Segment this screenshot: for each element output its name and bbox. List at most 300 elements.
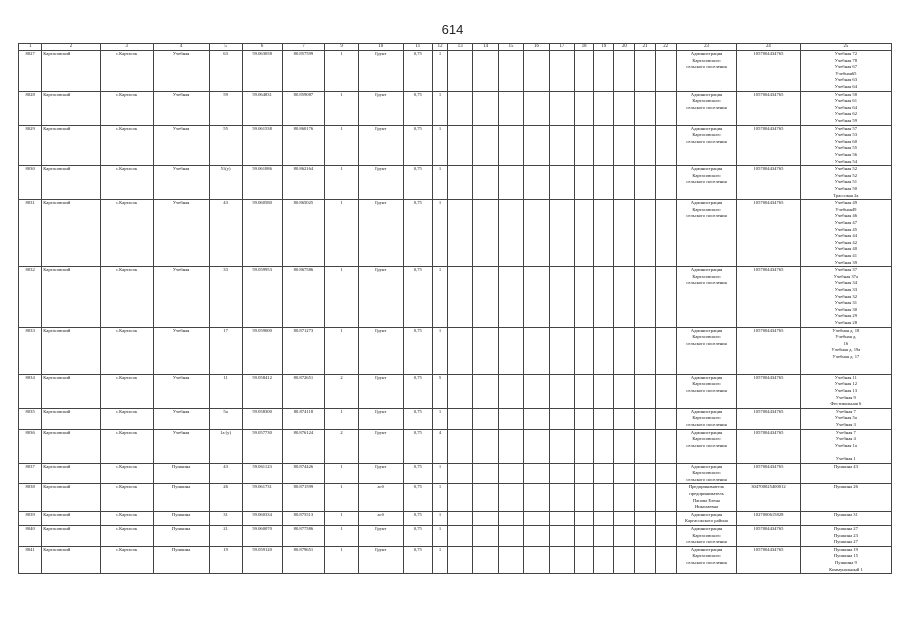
address-line: Пушкина 26 — [833, 484, 858, 490]
owner-line: предприниматель — [689, 490, 724, 496]
qty-cell: 1 — [433, 463, 448, 484]
address-line: Пушкина 23 — [833, 532, 858, 538]
address-line: Учебная 61 — [834, 98, 857, 104]
address-line: Учебная д. 17 — [832, 353, 860, 359]
address-line: Учебная 34 — [834, 280, 857, 286]
empty-cell — [655, 374, 676, 408]
empty-cell — [498, 200, 523, 267]
column-header: 20 — [614, 44, 635, 51]
surface-cell: Грунт — [359, 408, 403, 429]
count-cell: 1 — [325, 327, 359, 374]
width-cell: 0,75 — [403, 166, 433, 200]
longitude-cell: 80.865025 — [282, 200, 324, 267]
count-cell: 2 — [325, 429, 359, 463]
empty-cell — [575, 511, 594, 525]
settlement-cell: Картасовский — [42, 51, 100, 92]
address-line: Учебная д. 18 — [832, 327, 860, 333]
ogrn-cell: 1057004434765 — [737, 327, 801, 374]
owner-line: Администрация — [690, 327, 723, 333]
settlement-cell: Картасовский — [42, 327, 100, 374]
count-cell: 1 — [325, 546, 359, 573]
street-cell: Учебная — [153, 327, 209, 374]
empty-cell — [524, 463, 549, 484]
owner-line: Картасовского — [692, 57, 721, 63]
address-line: Учебная49 — [835, 206, 857, 212]
ogrn-cell: 1057004434765 — [737, 463, 801, 484]
address-line: Трассовая 2а — [833, 192, 859, 198]
empty-cell — [473, 166, 498, 200]
locality-cell: с.Картасок — [100, 166, 153, 200]
settlement-cell: Картасовский — [42, 511, 100, 525]
longitude-cell: 80.872651 — [282, 374, 324, 408]
latitude-cell: 59.061731 — [242, 484, 282, 511]
settlement-cell: Картасовский — [42, 91, 100, 125]
column-header: 16 — [524, 44, 549, 51]
settlement-cell: Картасовский — [42, 408, 100, 429]
empty-cell — [655, 166, 676, 200]
empty-cell — [635, 166, 655, 200]
street-cell: Пушкина — [153, 463, 209, 484]
ogrn-cell: 1057004434765 — [737, 200, 801, 267]
count-cell: 1 — [325, 125, 359, 166]
empty-cell — [594, 484, 614, 511]
longitude-cell: 80.871599 — [282, 484, 324, 511]
owner-line: Картасовского — [692, 381, 721, 387]
empty-cell — [614, 125, 635, 166]
empty-cell — [524, 91, 549, 125]
empty-cell — [655, 429, 676, 463]
empty-cell — [447, 511, 472, 525]
address-line: Учебная 55 — [834, 145, 857, 151]
empty-cell — [594, 327, 614, 374]
empty-cell — [655, 546, 676, 573]
empty-cell — [447, 546, 472, 573]
empty-cell — [614, 166, 635, 200]
address-line: Коммунальный 1 — [829, 566, 863, 572]
column-header: 5 — [209, 44, 242, 51]
qty-cell: 1 — [433, 408, 448, 429]
addresses-cell — [800, 429, 891, 463]
empty-cell — [594, 408, 614, 429]
owner-line: Картасовского — [692, 470, 721, 476]
address-line: Учебная 56 — [834, 151, 857, 157]
page-number: 614 — [441, 22, 464, 37]
empty-cell — [575, 429, 594, 463]
empty-cell — [575, 91, 594, 125]
empty-cell — [549, 51, 574, 92]
latitude-cell: 59.059120 — [242, 546, 282, 573]
row-id: 8041 — [19, 546, 42, 573]
empty-cell — [575, 166, 594, 200]
addresses-cell — [800, 125, 891, 166]
table-row — [19, 267, 892, 327]
empty-cell — [524, 429, 549, 463]
column-header: 7 — [282, 44, 324, 51]
address-line: Учебная 53 — [834, 132, 857, 138]
empty-cell — [635, 267, 655, 327]
empty-cell — [524, 267, 549, 327]
address-line: Учебная 7 — [835, 429, 856, 435]
address-line: Учебная 3 — [835, 421, 856, 427]
address-line: Учебная 37 — [834, 267, 857, 273]
latitude-cell: 59.063058 — [242, 51, 282, 92]
addresses-cell — [800, 91, 891, 125]
empty-cell — [473, 374, 498, 408]
empty-cell — [447, 525, 472, 546]
address-line: Учебная 49 — [834, 200, 857, 206]
empty-cell — [635, 463, 655, 484]
empty-cell — [549, 408, 574, 429]
settlement-cell: Картасовский — [42, 125, 100, 166]
surface-cell: Грунт — [359, 374, 403, 408]
owner-cell — [676, 166, 736, 200]
empty-cell — [594, 91, 614, 125]
address-line: Учебная 11 — [834, 374, 857, 380]
empty-cell — [473, 125, 498, 166]
owner-line: сельского поселения — [686, 64, 727, 70]
empty-cell — [549, 91, 574, 125]
empty-cell — [498, 525, 523, 546]
house-cell: 17 — [209, 327, 242, 374]
empty-cell — [473, 525, 498, 546]
surface-cell: Грунт — [359, 463, 403, 484]
row-id: 8039 — [19, 511, 42, 525]
street-cell: Пушкина — [153, 484, 209, 511]
column-header: 1 — [19, 44, 42, 51]
settlement-cell: Картасовский — [42, 463, 100, 484]
empty-cell — [655, 91, 676, 125]
owner-line: Николаевна — [694, 504, 718, 510]
address-line: Пушкина 19 — [833, 546, 858, 552]
column-header: 15 — [498, 44, 523, 51]
column-header: 21 — [635, 44, 655, 51]
empty-cell — [635, 525, 655, 546]
ogrn-cell: 1057004434765 — [737, 408, 801, 429]
owner-line: сельского поселения — [686, 104, 727, 110]
width-cell: 0,75 — [403, 51, 433, 92]
empty-cell — [655, 51, 676, 92]
owner-cell — [676, 327, 736, 374]
row-id: 8035 — [19, 408, 42, 429]
empty-cell — [575, 200, 594, 267]
empty-cell — [614, 408, 635, 429]
address-line: Учебная 32 — [834, 293, 857, 299]
locality-cell: с.Картасок — [100, 51, 153, 92]
table-row — [19, 511, 892, 525]
address-line: Учебная 64 — [834, 104, 857, 110]
owner-line: Администрация — [690, 463, 723, 469]
address-line: Учебная 52 — [834, 172, 857, 178]
settlement-cell: Картасовский — [42, 429, 100, 463]
ogrn-cell: 1057004434765 — [737, 546, 801, 573]
empty-cell — [655, 484, 676, 511]
settlement-cell: Картасовский — [42, 166, 100, 200]
empty-cell — [575, 51, 594, 92]
table-row — [19, 51, 892, 92]
surface-cell: Грунт — [359, 200, 403, 267]
street-cell: Учебная — [153, 91, 209, 125]
address-line: Учебная 44 — [834, 233, 857, 239]
column-header: 19 — [594, 44, 614, 51]
qty-cell: 1 — [433, 125, 448, 166]
addresses-cell — [800, 374, 891, 408]
empty-cell — [575, 484, 594, 511]
owner-cell — [676, 200, 736, 267]
row-id: 8029 — [19, 125, 42, 166]
empty-cell — [549, 484, 574, 511]
settlement-cell: Картасовский — [42, 484, 100, 511]
street-cell: Учебная — [153, 374, 209, 408]
owner-line: Картасовского — [692, 553, 721, 559]
owner-line: Картасовского — [692, 273, 721, 279]
empty-cell — [614, 91, 635, 125]
settlement-cell: Картасовский — [42, 525, 100, 546]
table-row — [19, 525, 892, 546]
empty-cell — [473, 91, 498, 125]
addresses-cell — [800, 408, 891, 429]
empty-cell — [498, 429, 523, 463]
owner-line: Каргасокского района — [685, 518, 728, 524]
qty-cell: 5 — [433, 374, 448, 408]
latitude-cell: 59.057730 — [242, 429, 282, 463]
owner-cell — [676, 546, 736, 573]
longitude-cell: 80.879651 — [282, 546, 324, 573]
column-header: 13 — [447, 44, 472, 51]
table-row — [19, 91, 892, 125]
ogrn-cell: 1057004434765 — [737, 166, 801, 200]
count-cell: 1 — [325, 463, 359, 484]
count-cell: 1 — [325, 511, 359, 525]
owner-line: Администрация — [690, 125, 723, 131]
longitude-cell: 80.857599 — [282, 51, 324, 92]
empty-cell — [447, 51, 472, 92]
empty-cell — [614, 429, 635, 463]
ogrn-cell: 304700025400012 — [737, 484, 801, 511]
empty-cell — [447, 200, 472, 267]
address-line: Учебная 78 — [834, 57, 857, 63]
empty-cell — [655, 408, 676, 429]
empty-cell — [614, 51, 635, 92]
empty-cell — [473, 484, 498, 511]
owner-line: Картасовского — [692, 206, 721, 212]
empty-cell — [524, 374, 549, 408]
empty-cell — [575, 327, 594, 374]
column-header: 12 — [433, 44, 448, 51]
latitude-cell: 59.059000 — [242, 327, 282, 374]
row-id: 8036 — [19, 429, 42, 463]
surface-cell: Грунт — [359, 91, 403, 125]
qty-cell: 1 — [433, 546, 448, 573]
empty-cell — [498, 166, 523, 200]
empty-cell — [498, 91, 523, 125]
empty-cell — [473, 429, 498, 463]
empty-cell — [594, 51, 614, 92]
count-cell: 1 — [325, 51, 359, 92]
column-header: 6 — [242, 44, 282, 51]
address-line: Учебная 12 — [834, 381, 857, 387]
empty-cell — [447, 327, 472, 374]
column-header: 2 — [42, 44, 100, 51]
empty-cell — [635, 511, 655, 525]
empty-cell — [498, 463, 523, 484]
street-cell: Пушкина — [153, 511, 209, 525]
address-line: Учебная 28 — [834, 319, 857, 325]
addresses-cell — [800, 166, 891, 200]
empty-cell — [575, 525, 594, 546]
latitude-cell: 59.058300 — [242, 408, 282, 429]
empty-cell — [549, 546, 574, 573]
empty-cell — [524, 484, 549, 511]
empty-cell — [549, 429, 574, 463]
owner-line: сельского поселения — [686, 539, 727, 545]
address-line: Учебная 40 — [834, 246, 857, 252]
longitude-cell: 80.874426 — [282, 463, 324, 484]
addresses-cell — [800, 511, 891, 525]
latitude-cell: 59.058412 — [242, 374, 282, 408]
owner-line: Администрация — [690, 408, 723, 414]
row-id: 8032 — [19, 267, 42, 327]
locality-cell: с.Картасок — [100, 200, 153, 267]
empty-cell — [473, 267, 498, 327]
empty-cell — [575, 374, 594, 408]
width-cell: 0,75 — [403, 511, 433, 525]
owner-cell — [676, 511, 736, 525]
empty-cell — [614, 546, 635, 573]
column-header: 17 — [549, 44, 574, 51]
empty-cell — [594, 546, 614, 573]
address-line: Учебная 60 — [834, 138, 857, 144]
address-line: Учебная 37а — [833, 273, 859, 279]
ogrn-cell: 1057004434765 — [737, 374, 801, 408]
locality-cell: с.Картасок — [100, 408, 153, 429]
owner-line: сельского поселения — [686, 387, 727, 393]
width-cell: 0,75 — [403, 484, 433, 511]
empty-cell — [614, 525, 635, 546]
table-row — [19, 463, 892, 484]
address-line: Учебная 1 — [835, 455, 856, 461]
locality-cell: с.Картасок — [100, 511, 153, 525]
address-line: Учебная 62 — [834, 111, 857, 117]
owner-cell — [676, 51, 736, 92]
empty-cell — [498, 408, 523, 429]
width-cell: 0,75 — [403, 546, 433, 573]
empty-cell — [575, 125, 594, 166]
locality-cell: с.Картасок — [100, 484, 153, 511]
house-cell: 31 — [209, 511, 242, 525]
locality-cell: с.Картасок — [100, 546, 153, 573]
table-row — [19, 200, 892, 267]
address-line: Учебная65 — [835, 70, 857, 76]
empty-cell — [498, 125, 523, 166]
row-id: 8027 — [19, 51, 42, 92]
address-line: Учебная 4 — [835, 436, 856, 442]
empty-cell — [594, 267, 614, 327]
addresses-cell — [800, 484, 891, 511]
width-cell: 0,75 — [403, 408, 433, 429]
address-line: Учебная 9 — [835, 394, 856, 400]
empty-cell — [594, 374, 614, 408]
row-id: 8031 — [19, 200, 42, 267]
empty-cell — [524, 200, 549, 267]
width-cell: 0,75 — [403, 91, 433, 125]
owner-line: Папова Елена — [692, 497, 720, 503]
address-line: Учебная 59 — [834, 117, 857, 123]
address-line: Учебная 31 — [834, 300, 857, 306]
owner-line: сельского поселения — [686, 138, 727, 144]
empty-cell — [447, 408, 472, 429]
empty-cell — [635, 484, 655, 511]
owner-line: Администрация — [690, 91, 723, 97]
row-id: 8028 — [19, 91, 42, 125]
empty-cell — [524, 327, 549, 374]
count-cell: 1 — [325, 525, 359, 546]
count-cell: 1 — [325, 408, 359, 429]
longitude-cell: 80.860176 — [282, 125, 324, 166]
registry-table — [18, 43, 892, 574]
count-cell: 2 — [325, 374, 359, 408]
empty-cell — [524, 525, 549, 546]
owner-cell — [676, 374, 736, 408]
ogrn-cell: 1057004434765 — [737, 267, 801, 327]
latitude-cell: 59.061086 — [242, 166, 282, 200]
column-header: 11 — [403, 44, 433, 51]
qty-cell: 4 — [433, 429, 448, 463]
empty-cell — [473, 463, 498, 484]
surface-cell: Грунт — [359, 166, 403, 200]
empty-cell — [498, 511, 523, 525]
settlement-cell: Картасовский — [42, 267, 100, 327]
empty-cell — [594, 525, 614, 546]
address-line: Фестивальная 6 — [830, 401, 862, 407]
column-header: 14 — [473, 44, 498, 51]
address-line: Пушкина 43 — [833, 463, 858, 469]
owner-line: Администрация — [690, 525, 723, 531]
latitude-cell: 59.061123 — [242, 463, 282, 484]
empty-cell — [473, 200, 498, 267]
owner-cell — [676, 91, 736, 125]
longitude-cell: 80.867586 — [282, 267, 324, 327]
settlement-cell: Картасовский — [42, 200, 100, 267]
row-id: 8038 — [19, 484, 42, 511]
empty-cell — [594, 429, 614, 463]
longitude-cell: 80.871273 — [282, 327, 324, 374]
empty-cell — [524, 51, 549, 92]
ogrn-cell: 1057004434765 — [737, 51, 801, 92]
street-cell: Учебная — [153, 200, 209, 267]
owner-line: Администрация — [690, 200, 723, 206]
table-row — [19, 484, 892, 511]
empty-cell — [575, 408, 594, 429]
address-line: Учебная 33 — [834, 286, 857, 292]
house-cell: 33 — [209, 267, 242, 327]
empty-cell — [447, 463, 472, 484]
width-cell: 0,75 — [403, 267, 433, 327]
address-line: Учебная 29 — [834, 313, 857, 319]
empty-cell — [635, 374, 655, 408]
empty-cell — [635, 125, 655, 166]
empty-cell — [594, 511, 614, 525]
owner-line: сельского поселения — [686, 340, 727, 346]
addresses-cell — [800, 327, 891, 374]
count-cell: 1 — [325, 200, 359, 267]
empty-cell — [635, 408, 655, 429]
house-cell: 26 — [209, 484, 242, 511]
owner-line: сельского поселения — [686, 280, 727, 286]
table-row — [19, 374, 892, 408]
address-line: Учебная 63 — [834, 77, 857, 83]
ogrn-cell: 1027000615828 — [737, 511, 801, 525]
owner-cell — [676, 525, 736, 546]
